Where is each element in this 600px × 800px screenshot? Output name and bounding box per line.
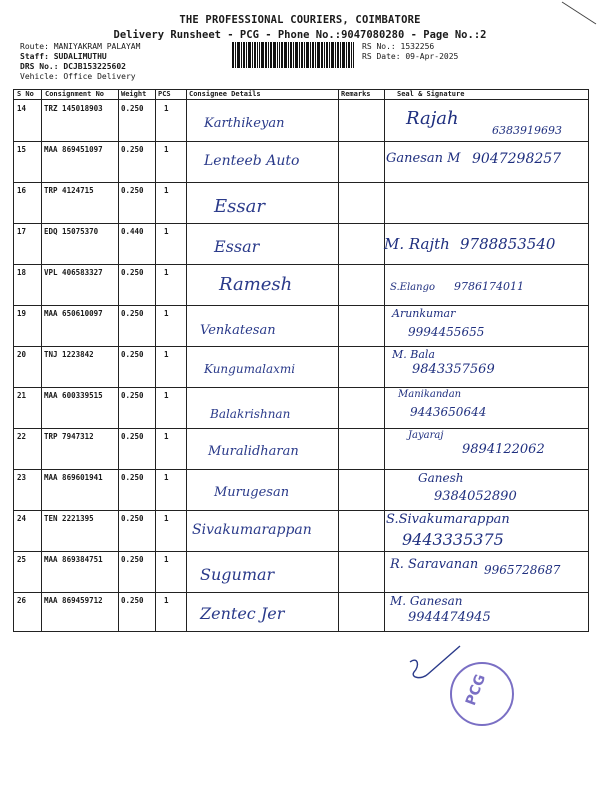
staff-line: Staff: SUDALIMUTHU <box>20 52 107 61</box>
table-row <box>14 100 588 141</box>
cell-weight: 0.250 <box>121 309 144 318</box>
cell-pcs: 1 <box>164 432 169 441</box>
signature-name: M. Bala <box>392 348 435 361</box>
signature-phone: 9443335375 <box>402 530 504 549</box>
table-row <box>14 305 588 346</box>
header-pcs: PCS <box>158 90 171 98</box>
cell-pcs: 1 <box>164 514 169 523</box>
table-row <box>14 510 588 551</box>
consignee-name: Sivakumarappan <box>192 522 312 538</box>
cell-consignment: MAA 869384751 <box>44 555 103 564</box>
cell-consignment: VPL 406583327 <box>44 268 103 277</box>
cell-pcs: 1 <box>164 309 169 318</box>
consignee-name: Muralidharan <box>208 444 299 459</box>
cell-sno: 19 <box>17 309 27 318</box>
signature-name: M. Ganesan <box>390 594 463 608</box>
cell-sno: 18 <box>17 268 27 277</box>
cell-consignment: TRZ 145018903 <box>44 104 103 113</box>
cell-consignment: MAA 869459712 <box>44 596 103 605</box>
cell-consignment: MAA 869451097 <box>44 145 103 154</box>
consignee-name: Venkatesan <box>200 323 276 338</box>
cell-pcs: 1 <box>164 104 169 113</box>
consignee-name: Lenteeb Auto <box>204 153 300 169</box>
consignee-name: Murugesan <box>214 485 290 500</box>
cell-pcs: 1 <box>164 473 169 482</box>
signature-name: R. Saravanan <box>390 557 479 572</box>
cell-pcs: 1 <box>164 596 169 605</box>
consignee-name: Kungumalaxmi <box>204 362 296 376</box>
signature-name: Ganesan M <box>386 151 461 166</box>
signature-phone: 9965728687 <box>484 563 561 577</box>
document-title: THE PROFESSIONAL COURIERS, COIMBATORE <box>179 14 421 26</box>
cell-weight: 0.250 <box>121 350 144 359</box>
cell-sno: 22 <box>17 432 27 441</box>
consignee-name: Karthikeyan <box>204 116 285 131</box>
document-subtitle: Delivery Runsheet - PCG - Phone No.:9047080280 - Page No.:2 <box>113 29 487 41</box>
cell-weight: 0.250 <box>121 104 144 113</box>
signature-phone: 6383919693 <box>492 124 562 137</box>
cell-pcs: 1 <box>164 350 169 359</box>
table-row <box>14 182 588 223</box>
table-row <box>14 469 588 510</box>
vehicle-line: Vehicle: Office Delivery <box>20 72 136 81</box>
cell-pcs: 1 <box>164 391 169 400</box>
cell-weight: 0.250 <box>121 514 144 523</box>
consignee-name: Essar <box>214 237 260 256</box>
cell-sno: 15 <box>17 145 27 154</box>
signature-phone: 9047298257 <box>472 151 562 167</box>
consignee-name: Balakrishnan <box>210 407 291 421</box>
cell-sno: 21 <box>17 391 27 400</box>
signature-name: S.Sivakumarappan <box>386 512 510 527</box>
cell-weight: 0.250 <box>121 432 144 441</box>
cell-weight: 0.250 <box>121 596 144 605</box>
consignee-name: Sugumar <box>200 565 275 584</box>
header-weight: Weight <box>121 90 147 98</box>
runsheet-table <box>13 89 589 632</box>
cell-consignment: TNJ 1223842 <box>44 350 94 359</box>
stamp-text: PCG <box>463 672 490 708</box>
cell-sno: 14 <box>17 104 27 113</box>
signature-name: Rajah <box>406 108 459 129</box>
cell-weight: 0.250 <box>121 473 144 482</box>
rs-date: RS Date: 09-Apr-2025 <box>362 52 459 61</box>
cell-pcs: 1 <box>164 555 169 564</box>
cell-weight: 0.250 <box>121 555 144 564</box>
cell-pcs: 1 <box>164 227 169 236</box>
table-row <box>14 264 588 305</box>
cell-weight: 0.250 <box>121 268 144 277</box>
table-row <box>14 551 588 592</box>
signature-phone: 9786174011 <box>454 280 524 293</box>
table-row <box>14 387 588 428</box>
signature-phone: 9443650644 <box>410 405 487 419</box>
header-consignment: Consignment No <box>45 90 105 98</box>
table-row <box>14 223 588 264</box>
barcode-image <box>232 42 354 68</box>
route-line: Route: MANIYAKRAM PALAYAM <box>20 42 141 51</box>
cell-weight: 0.440 <box>121 227 144 236</box>
runsheet-meta-left <box>20 42 140 82</box>
signature-name: Manikandan <box>398 389 462 400</box>
cell-weight: 0.250 <box>121 391 144 400</box>
header-sno: S No <box>17 90 34 98</box>
signature-name: Jayaraj <box>408 430 444 441</box>
signature-phone: 9944474945 <box>408 610 491 625</box>
cell-sno: 26 <box>17 596 27 605</box>
cell-consignment: MAA 600339515 <box>44 391 103 400</box>
cell-weight: 0.250 <box>121 186 144 195</box>
header-consignee: Consignee Details <box>189 90 261 98</box>
signature-phone: 9994455655 <box>408 325 485 339</box>
signature-phone: 9843357569 <box>412 362 495 377</box>
cell-consignment: TRP 4124715 <box>44 186 94 195</box>
signature-phone: 9788853540 <box>460 235 556 253</box>
signature-phone: 9894122062 <box>462 442 545 457</box>
cell-sno: 17 <box>17 227 27 236</box>
consignee-name: Ramesh <box>219 274 293 295</box>
cell-consignment: EDQ 15075370 <box>44 227 99 236</box>
cell-consignment: TRP 7947312 <box>44 432 94 441</box>
signature-name: M. Rajth <box>384 235 450 253</box>
signature-name: Ganesh <box>418 471 464 485</box>
cell-sno: 23 <box>17 473 27 482</box>
cell-consignment: MAA 650610097 <box>44 309 103 318</box>
cell-pcs: 1 <box>164 145 169 154</box>
cell-consignment: MAA 869601941 <box>44 473 103 482</box>
table-row <box>14 592 588 633</box>
cell-sno: 16 <box>17 186 27 195</box>
signature-name: Arunkumar <box>392 307 456 320</box>
drs-line: DRS No.: DCJB153225602 <box>20 62 126 71</box>
table-row <box>14 428 588 469</box>
corner-mark-icon <box>560 0 600 30</box>
signature-phone: 9384052890 <box>434 489 517 504</box>
cell-sno: 20 <box>17 350 27 359</box>
cell-pcs: 1 <box>164 186 169 195</box>
header-remarks: Remarks <box>341 90 371 98</box>
cell-pcs: 1 <box>164 268 169 277</box>
runsheet-meta-right <box>362 42 458 62</box>
signature-name: S.Elango <box>390 282 435 293</box>
cell-sno: 24 <box>17 514 27 523</box>
table-row <box>14 346 588 387</box>
consignee-name: Essar <box>214 196 265 217</box>
cell-weight: 0.250 <box>121 145 144 154</box>
pcg-stamp <box>440 656 536 732</box>
cell-consignment: TEN 2221395 <box>44 514 94 523</box>
header-signature: Seal & Signature <box>397 90 465 98</box>
consignee-name: Zentec Jer <box>200 604 285 623</box>
cell-sno: 25 <box>17 555 27 564</box>
rs-number: RS No.: 1532256 <box>362 42 435 51</box>
table-row <box>14 141 588 182</box>
